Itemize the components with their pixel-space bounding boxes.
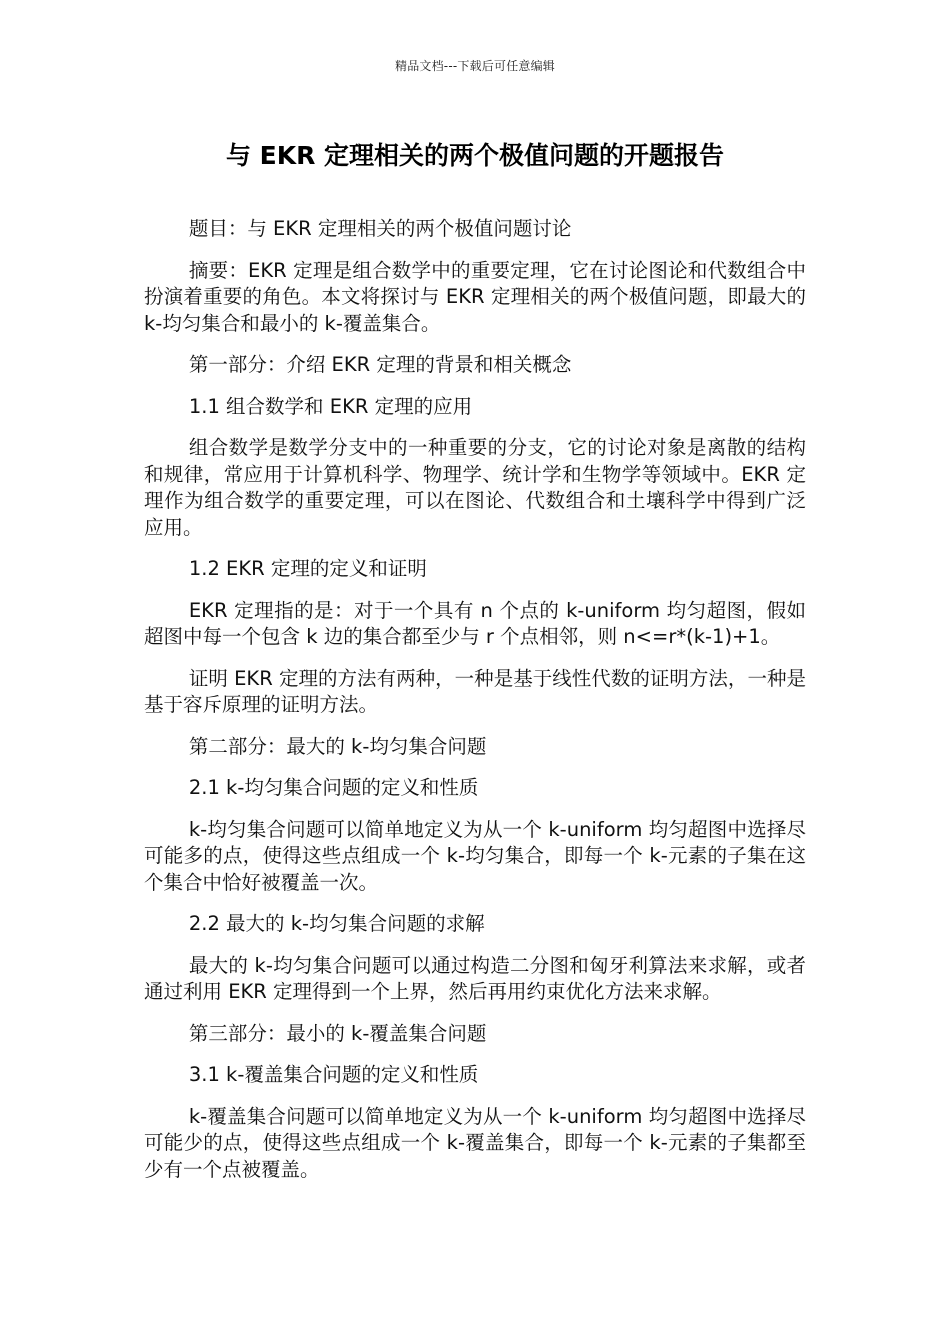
section-heading-part-3: 第三部分：最小的 k-覆盖集合问题 [188,1021,487,1045]
paragraph-3-1: k-覆盖集合问题可以简单地定义为从一个 k-uniform 均匀超图中选择尽可能少的点，使得这些点组成一个 k-覆盖集合，即每一个 k-元素的子集都至少有一个点被覆盖。 [144,1104,806,1181]
document-title: 与 EKR 定理相关的两个极值问题的开题报告 [225,141,725,170]
paragraph-1-1: 组合数学是数学分支中的一种重要的分支，它的讨论对象是离散的结构和规律，常应用于计算机科学、物理学、统计学和生物学等领域中。EKR 定理作为组合数学的重要定理，可以在图论、代数组合和土壤科学中得到广泛应用。 [144,436,806,539]
subsection-heading-2-2: 2.2 最大的 k-均匀集合问题的求解 [188,912,485,935]
paragraph-1-2-definition: EKR 定理指的是：对于一个具有 n 个点的 k-uniform 均匀超图，假如超图中每一个包含 k 边的集合都至少与 r 个点相邻，则 n<=r*(k-1)+1。 [144,598,806,648]
paragraph-abstract: 摘要：EKR 定理是组合数学中的重要定理，它在讨论图论和代数组合中扮演着重要的角色。本文将探讨与 EKR 定理相关的两个极值问题，即最大的 k-均匀集合和最小的 k-覆盖集合。 [144,258,806,335]
paragraph-2-2: 最大的 k-均匀集合问题可以通过构造二分图和匈牙利算法来求解，或者通过利用 EKR 定理得到一个上界，然后再用约束优化方法来求解。 [144,953,806,1003]
section-heading-part-2: 第二部分：最大的 k-均匀集合问题 [188,734,487,758]
subsection-heading-3-1: 3.1 k-覆盖集合问题的定义和性质 [188,1063,479,1086]
paragraph-1-2-proof: 证明 EKR 定理的方法有两种，一种是基于线性代数的证明方法，一种是基于容斥原理的证明方法。 [144,666,806,716]
subsection-heading-2-1: 2.1 k-均匀集合问题的定义和性质 [188,776,479,799]
paragraph-2-1: k-均匀集合问题可以简单地定义为从一个 k-uniform 均匀超图中选择尽可能多的点，使得这些点组成一个 k-均匀集合，即每一个 k-元素的子集在这个集合中恰好被覆盖一次。 [144,817,806,894]
subsection-heading-1-1: 1.1 组合数学和 EKR 定理的应用 [188,394,473,418]
subsection-heading-1-2: 1.2 EKR 定理的定义和证明 [188,557,427,580]
header-note: 精品文档---下载后可任意编辑 [395,59,555,73]
section-heading-part-1: 第一部分：介绍 EKR 定理的背景和相关概念 [188,353,572,376]
document-body [144,216,806,1198]
paragraph-topic: 题目：与 EKR 定理相关的两个极值问题讨论 [188,217,572,240]
